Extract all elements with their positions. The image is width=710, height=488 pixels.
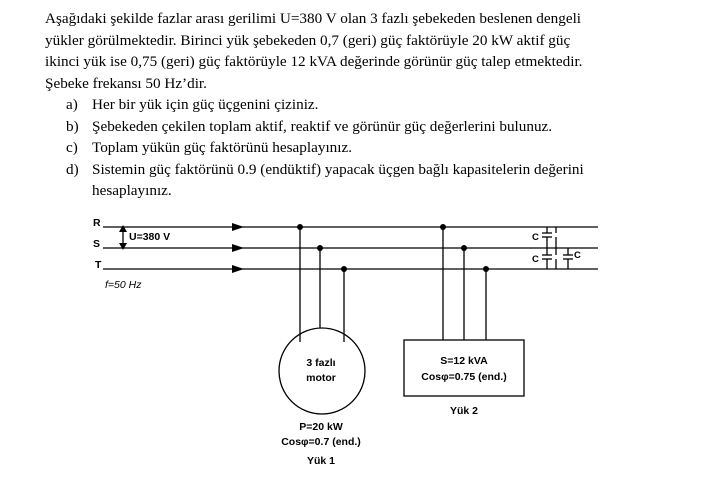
question-text: Toplam yükün güç faktörünü hesaplayınız. (92, 139, 353, 156)
voltage-label: U=380 V (129, 231, 171, 243)
question-text: Her bir yük için güç üçgenini çiziniz. (92, 96, 319, 113)
problem-line: Aşağıdaki şekilde fazlar arası gerilimi U=380 V olan 3 fazlı şebekeden beslenen dengeli (45, 10, 582, 27)
capacitor-label-1: C (532, 232, 539, 243)
question-text-cont: hesaplayınız. (92, 182, 172, 199)
question-marker: a) (66, 96, 78, 113)
question-marker: b) (66, 117, 79, 135)
load2-box (404, 340, 524, 396)
phase-label-r: R (93, 217, 101, 229)
motor-power: P=20 kW (299, 421, 343, 433)
load1-name: Yük 1 (306, 455, 336, 467)
phase-label-s: S (93, 238, 101, 250)
question-marker: c) (66, 139, 78, 156)
capacitor-label-3: C (574, 250, 581, 261)
problem-line: Şebeke frekansı 50 Hz’dir. (45, 74, 207, 92)
question-marker: d) (66, 160, 79, 178)
frequency-label: f=50 Hz (105, 279, 142, 291)
question-text: Şebekeden çekilen toplam aktif, reaktif ve görünür güç değerlerini bulunuz. (92, 117, 553, 135)
motor-pf: Cosφ=0.7 (end.) (281, 436, 361, 448)
motor-label-1: 3 fazlı (306, 357, 336, 369)
problem-line: yükler görülmektedir. Birinci yük şebekeden 0,7 (geri) güç faktörüyle 20 kW aktif güç (45, 31, 571, 49)
problem-line: ikinci yük ise 0,75 (geri) güç faktörüyle 12 kVA değerinde görünür güç talep etmektedir. (45, 53, 583, 70)
load2-name: Yük 2 (449, 405, 479, 417)
phase-label-t: T (95, 259, 102, 271)
motor-label-2: motor (306, 372, 336, 384)
motor-symbol (279, 328, 365, 414)
question-text: Sistemin güç faktörünü 0.9 (endüktif) yapacak üçgen bağlı kapasitelerin değerini (92, 160, 584, 178)
load2-apparent-power: S=12 kVA (440, 355, 488, 367)
capacitor-label-2: C (532, 254, 539, 265)
load2-pf: Cosφ=0.75 (end.) (421, 371, 507, 383)
